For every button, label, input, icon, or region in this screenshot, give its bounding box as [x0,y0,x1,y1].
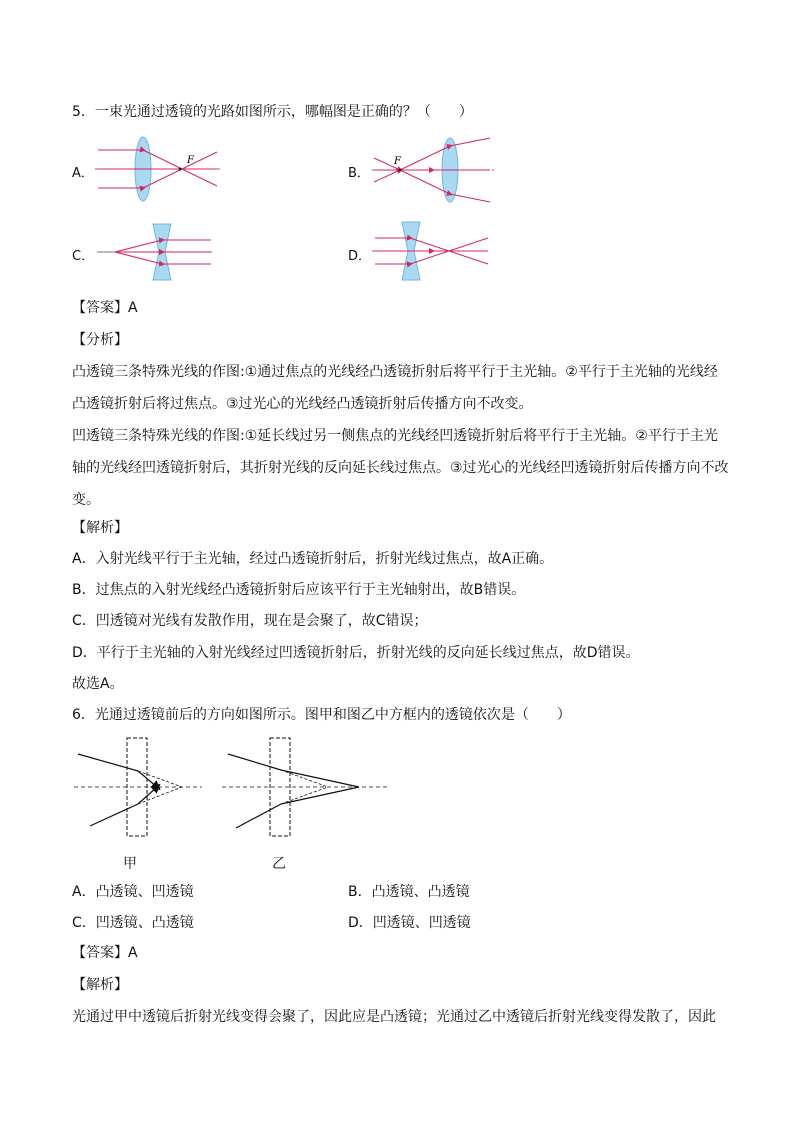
q6-figure-label-yi: 乙 [272,856,286,872]
focus-label: F [394,156,401,167]
q5-answer: 【答案】A [72,300,138,316]
q5-analysis-line: 轴的光线经凹透镜折射后，其折射光线的反向延长线过焦点。③过光心的光线经凹透镜折射后传播方向不改 [72,460,729,476]
ray [374,138,490,182]
focus-point [399,169,402,172]
q6-option-a: A．凸透镜、凹透镜 [72,884,194,900]
q5-analysis-heading: 【分析】 [72,332,128,348]
q5-explain-line: D．平行于主光轴的入射光线经过凹透镜折射后，折射光线的反向延长线过焦点，故D错误。 [72,645,640,661]
q5-option-b-label: B． [348,166,370,181]
q5-analysis-line: 凸透镜折射后将过焦点。③过光心的光线经凸透镜折射后传播方向不改变。 [72,396,533,412]
q5-figure-d [372,220,490,282]
q6-stem: 6．光通过透镜前后的方向如图所示。图甲和图乙中方框内的透镜依次是（ ） [72,707,571,723]
q5-option-d-label: D． [348,249,372,264]
q5-explain-line: 故选A。 [72,676,124,692]
incident-ray [78,754,138,771]
incident-ray [236,804,281,828]
extension-line [138,771,182,787]
figure-jia [74,738,202,836]
q5-stem: 5．一束光通过透镜的光路如图所示，哪幅图是正确的？（ ） [72,104,473,120]
q5-analysis-line: 变。 [72,492,100,508]
q6-explain-line: 光通过甲中透镜后折射光线变得会聚了，因此应是凸透镜；光通过乙中透镜后折射光线变得发散了，因此 [72,1009,716,1025]
q6-option-b: B．凸透镜、凸透镜 [348,884,470,900]
q5-figure-b [372,136,497,208]
q5-explain-line: A．入射光线平行于主光轴，经过凸透镜折射后，折射光线过焦点，故A正确。 [72,551,554,567]
q5-explain-heading: 【解析】 [72,520,128,536]
refracted-ray [138,787,157,804]
q5-figure-c [97,222,215,282]
q5-analysis-line: 凹透镜三条特殊光线的作图:①延长线过另一侧焦点的光线经凹透镜折射后将平行于主光轴。②平行于主光 [72,428,718,444]
q5-figure-a [95,136,225,206]
q6-option-d: D．凹透镜、凹透镜 [348,915,471,931]
figure-yi [222,738,387,836]
incident-ray [90,804,138,826]
ray [374,158,490,202]
q5-explain-line: B．过焦点的入射光线经凸透镜折射后应该平行于主光轴射出，故B错误。 [72,582,526,598]
q6-answer: 【答案】A [72,945,138,961]
extension-line [138,787,182,804]
q5-option-c-label: C． [72,249,95,264]
q6-explain-heading: 【解析】 [72,977,128,993]
q6-option-c: C．凹透镜、凸透镜 [72,915,194,931]
q5-explain-line: C．凹透镜对光线有发散作用，现在是会聚了，故C错误； [72,613,428,629]
q5-option-a-label: A． [72,166,94,181]
q6-figures [72,736,392,840]
focus-label: F [187,155,194,166]
incident-ray [228,754,281,770]
focus-point [179,168,182,171]
q5-analysis-line: 凸透镜三条特殊光线的作图:①通过焦点的光线经凸透镜折射后将平行于主光轴。②平行于主光轴的光线经 [72,364,718,380]
q6-figure-label-jia: 甲 [123,856,137,872]
